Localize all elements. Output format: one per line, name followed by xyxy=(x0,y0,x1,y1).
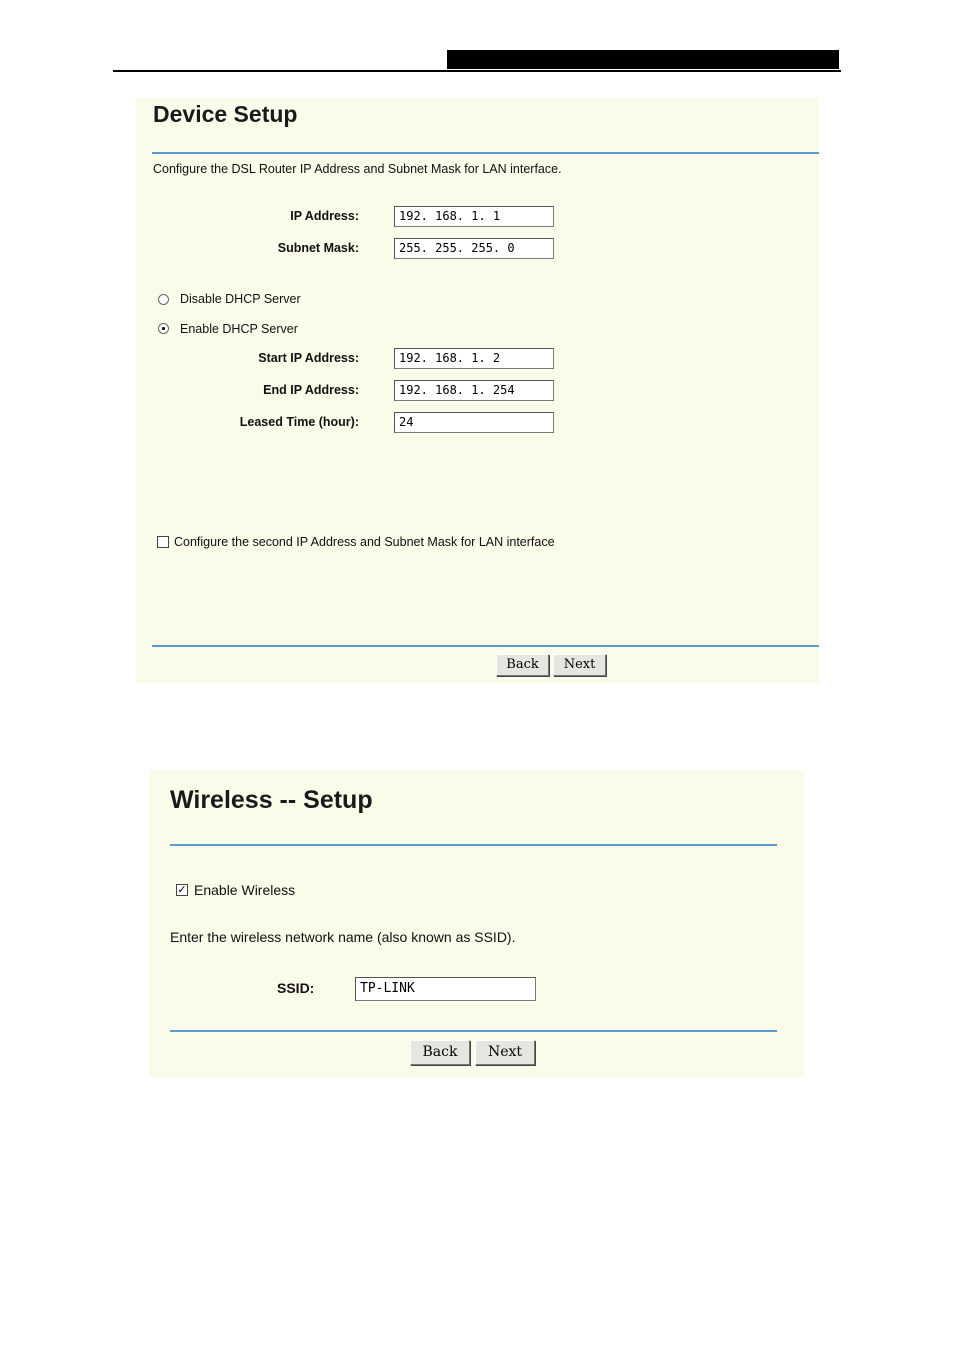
ssid-input[interactable]: TP-LINK xyxy=(355,977,536,1001)
subnet-mask-input[interactable]: 255. 255. 255. 0 xyxy=(394,238,554,259)
leased-time-input[interactable]: 24 xyxy=(394,412,554,433)
enable-dhcp-label: Enable DHCP Server xyxy=(180,322,298,336)
device-setup-description: Configure the DSL Router IP Address and Subnet Mask for LAN interface. xyxy=(153,162,562,176)
enable-wireless-checkbox[interactable] xyxy=(176,884,188,896)
header-bar xyxy=(447,50,839,69)
ssid-label: SSID: xyxy=(277,980,315,996)
device-setup-top-rule xyxy=(152,152,819,154)
check-mark-icon: ✓ xyxy=(177,883,187,896)
device-setup-bottom-rule xyxy=(152,645,819,647)
wireless-setup-title: Wireless -- Setup xyxy=(170,786,373,814)
next-button[interactable]: Next xyxy=(553,654,606,676)
end-ip-label: End IP Address: xyxy=(263,383,359,397)
ip-address-input[interactable]: 192. 168. 1. 1 xyxy=(394,206,554,227)
back-button[interactable]: Back xyxy=(496,654,549,676)
second-ip-label: Configure the second IP Address and Subnet Mask for LAN interface xyxy=(174,535,555,549)
disable-dhcp-label: Disable DHCP Server xyxy=(180,292,301,306)
wireless-next-button[interactable]: Next xyxy=(475,1040,535,1065)
enable-dhcp-radio[interactable] xyxy=(158,323,169,334)
ssid-prompt: Enter the wireless network name (also known as SSID). xyxy=(170,929,516,945)
subnet-mask-label: Subnet Mask: xyxy=(277,241,359,255)
start-ip-input[interactable]: 192. 168. 1. 2 xyxy=(394,348,554,369)
device-setup-title: Device Setup xyxy=(153,101,298,127)
disable-dhcp-radio[interactable] xyxy=(158,294,169,305)
second-ip-checkbox[interactable] xyxy=(157,536,169,548)
wireless-setup-top-rule xyxy=(170,844,777,846)
wireless-back-button[interactable]: Back xyxy=(410,1040,470,1065)
end-ip-input[interactable]: 192. 168. 1. 254 xyxy=(394,380,554,401)
start-ip-label: Start IP Address: xyxy=(258,351,359,365)
enable-wireless-label: Enable Wireless xyxy=(194,882,296,898)
wireless-setup-bottom-rule xyxy=(170,1030,777,1032)
leased-time-label: Leased Time (hour): xyxy=(239,415,359,429)
header-rule xyxy=(113,70,841,72)
ip-address-label: IP Address: xyxy=(290,209,359,223)
radio-selected-dot xyxy=(162,327,165,330)
